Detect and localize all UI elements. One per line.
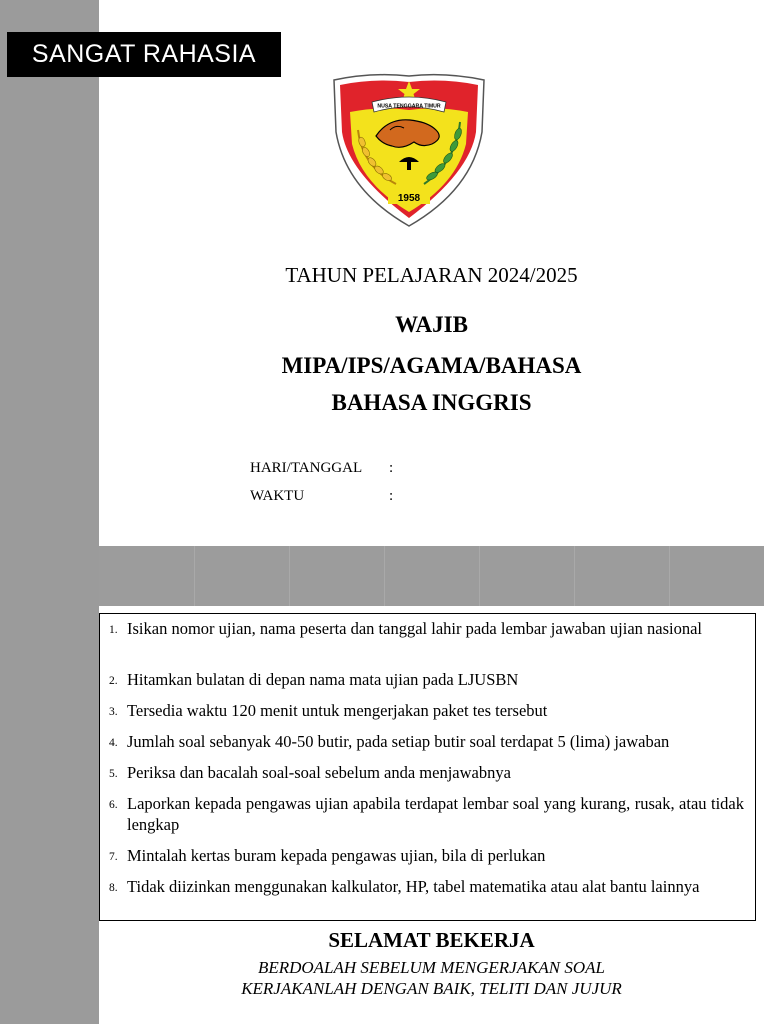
- exam-category: WAJIB: [395, 312, 468, 337]
- emblem-year-text: 1958: [397, 193, 421, 204]
- band-divider: [194, 546, 195, 606]
- instruction-text: Periksa dan bacalah soal-soal sebelum anda menjawabnya: [127, 763, 511, 782]
- instruction-text: Jumlah soal sebanyak 40-50 butir, pada setiap butir soal terdapat 5 (lima) jawaban: [127, 732, 670, 751]
- decorative-grey-band: [99, 546, 764, 606]
- emblem-svg: [332, 72, 486, 228]
- instruction-number: 5.: [109, 768, 118, 780]
- band-divider: [479, 546, 480, 606]
- band-divider: [669, 546, 670, 606]
- exam-stream: MIPA/IPS/AGAMA/BAHASA: [281, 353, 582, 378]
- band-divider: [289, 546, 290, 606]
- instruction-number: 6.: [109, 799, 118, 811]
- instruction-text: Isikan nomor ujian, nama peserta dan tanggal lahir pada lembar jawaban ujian nasional: [127, 619, 703, 638]
- closing-line-2: KERJAKANLAH DENGAN BAIK, TELITI DAN JUJUR: [241, 979, 622, 998]
- instruction-number: 3.: [109, 706, 118, 718]
- time-label: WAKTU: [250, 488, 305, 504]
- instruction-text: Tersedia waktu 120 menit untuk mengerjakan paket tes tersebut: [127, 701, 548, 720]
- day-value: :: [389, 460, 394, 476]
- day-label: HARI/TANGGAL: [250, 460, 363, 476]
- instruction-number: 8.: [109, 882, 118, 894]
- ntt-province-emblem: [332, 72, 486, 228]
- academic-year-title: TAHUN PELAJARAN 2024/2025: [285, 263, 578, 287]
- closing-line-1: BERDOALAH SEBELUM MENGERJAKAN SOAL: [257, 958, 606, 977]
- confidential-banner: [7, 32, 281, 77]
- instruction-number: 4.: [109, 737, 118, 749]
- emblem-ribbon-text: NUSA TENGGARA TIMUR: [377, 103, 441, 110]
- instruction-number: 7.: [109, 851, 118, 863]
- band-divider: [384, 546, 385, 606]
- instruction-number: 2.: [109, 675, 118, 687]
- instruction-text: Tidak diizinkan menggunakan kalkulator, HP, tabel matematika atau alat bantu lainnya: [127, 877, 700, 896]
- closing-title: SELAMAT BEKERJA: [328, 928, 535, 952]
- time-value: :: [389, 488, 394, 504]
- confidential-label: SANGAT RAHASIA: [31, 40, 257, 68]
- meta-row-time: [250, 488, 393, 505]
- left-side-bar: [0, 0, 99, 1024]
- instruction-number: 1.: [109, 624, 118, 636]
- instruction-text: Laporkan kepada pengawas ujian apabila terdapat lembar soal yang kurang, rusak, atau tidak lengkap: [127, 794, 744, 834]
- exam-subject: BAHASA INGGRIS: [331, 390, 532, 415]
- meta-row-day: [250, 460, 393, 477]
- instruction-text: Mintalah kertas buram kepada pengawas ujian, bila di perlukan: [127, 846, 546, 865]
- instruction-text: Hitamkan bulatan di depan nama mata ujian pada LJUSBN: [127, 670, 519, 689]
- band-divider: [574, 546, 575, 606]
- instructions-box: [99, 613, 756, 921]
